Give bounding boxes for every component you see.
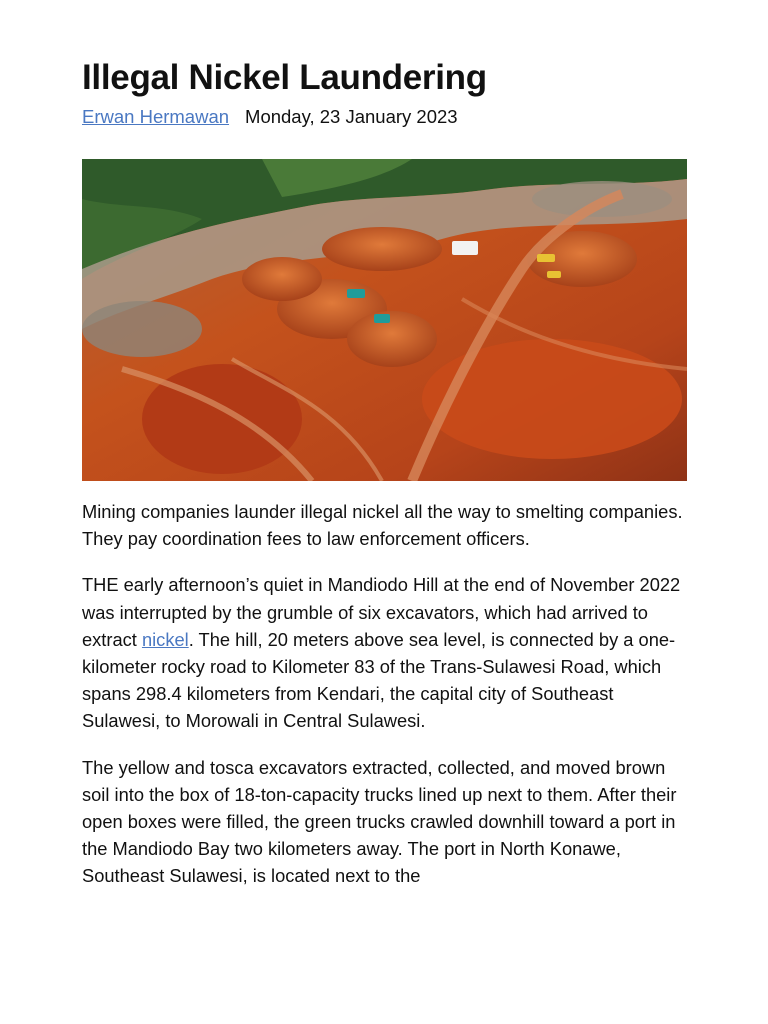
article-title: Illegal Nickel Laundering: [82, 58, 487, 97]
article-body: [82, 498, 688, 909]
nickel-link[interactable]: nickel: [141, 628, 189, 650]
byline: [82, 105, 688, 129]
hero-image: [82, 159, 687, 481]
aerial-mine-photo: [82, 159, 687, 481]
lead-paragraph: Mining companies launder illegal nickel all the way to smelting companies. They pay coordination fees to law enforcement officers.: [82, 501, 683, 550]
publish-date: Monday, 23 January 2023: [245, 106, 458, 127]
paragraph-2-text-end: . The hill, 20 meters above sea level, is connected by a one-kilometer rocky road to Kilometer 83 of the Trans-Sulawesi Road, which spans 298.4 kilometers from Kendari, the capital city of Southeast Sulawesi, to Morowali in Central Sulawesi.: [82, 628, 676, 732]
article-header: [82, 56, 688, 129]
author-link[interactable]: Erwan Hermawan: [82, 106, 230, 127]
paragraph-2-text-start: THE early afternoon’s quiet in Mandiodo Hill at the end of November 2022 was interrupted by the grumble of six excavators, which had arrived to extract: [82, 574, 681, 650]
paragraph-2: [82, 571, 688, 734]
paragraph-3: The yellow and tosca excavators extracted, collected, and moved brown soil into the box of 18-ton-capacity trucks lined up next to them. After their open boxes were filled, the green trucks crawled downhill toward a port in the Mandiodo Bay two kilometers away. The port in North Konawe, Southeast Sulawesi, is located next to the: [82, 756, 677, 887]
